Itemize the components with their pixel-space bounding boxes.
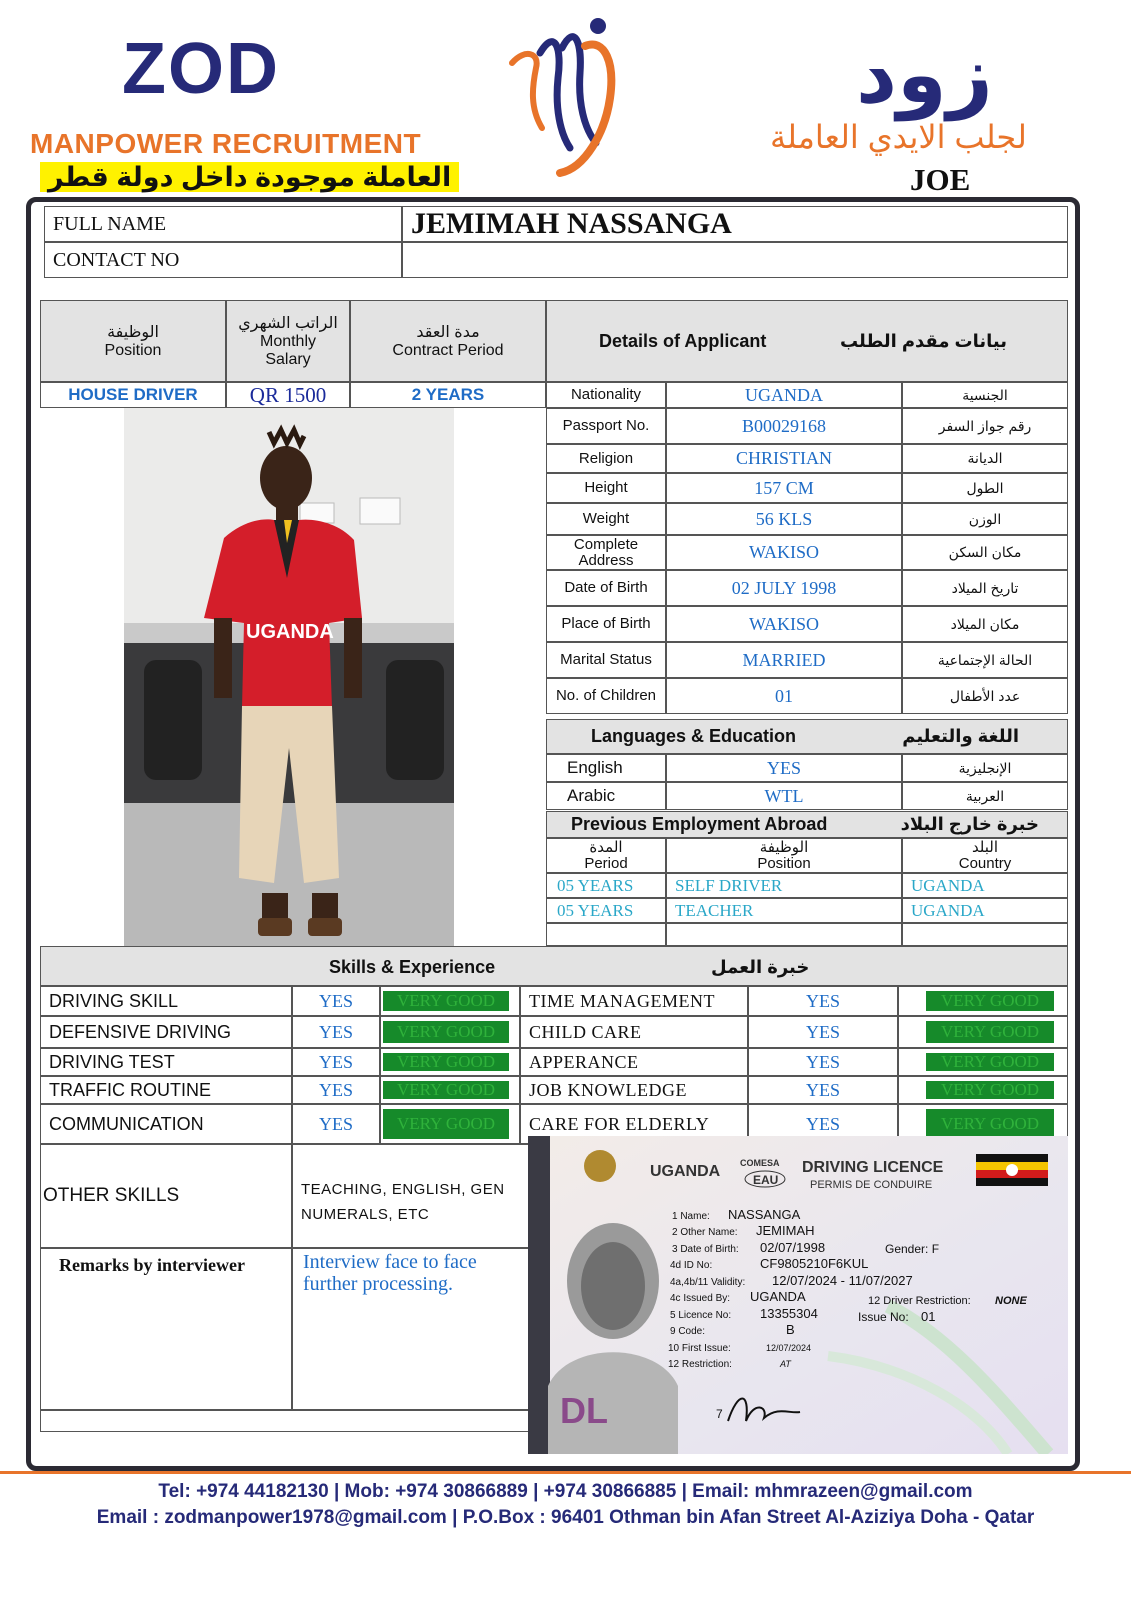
skill-name: TRAFFIC ROUTINE xyxy=(40,1076,292,1104)
detail-label-ar: الطول xyxy=(902,473,1068,503)
detail-label-ar: الديانة xyxy=(902,444,1068,473)
position-header-en: Position xyxy=(104,342,162,359)
languages-title: Languages & Education xyxy=(591,726,797,746)
skill-level-badge: VERY GOOD xyxy=(926,1021,1054,1043)
licence-country: UGANDA xyxy=(650,1163,721,1180)
empty-row xyxy=(40,1410,532,1432)
detail-value: 01 xyxy=(666,678,902,714)
position-col-ar: الوظيفة xyxy=(759,838,809,856)
licence-eau: EAU xyxy=(753,1173,779,1187)
company-logo-icon xyxy=(500,8,640,183)
licence-field-key: 4d ID No: xyxy=(670,1260,713,1271)
skill-name: DRIVING TEST xyxy=(40,1048,292,1076)
detail-label: Date of Birth xyxy=(546,570,666,606)
employment-title: Previous Employment Abroad xyxy=(571,814,828,834)
licence-signature-number: 7 xyxy=(716,1407,723,1421)
detail-value: MARRIED xyxy=(666,642,902,678)
detail-label: No. of Children xyxy=(546,678,666,714)
logo-subtitle: MANPOWER RECRUITMENT xyxy=(30,128,422,159)
licence-field-value: JEMIMAH xyxy=(756,1223,815,1238)
detail-label-ar: رقم جواز السفر xyxy=(902,408,1068,444)
detail-label: Religion xyxy=(546,444,666,473)
licence-field-key: 4c Issued By: xyxy=(670,1293,731,1304)
licence-field-key: 12 Restriction: xyxy=(668,1359,732,1370)
skill-has: YES xyxy=(292,1104,380,1144)
employment-title-ar: خبرة خارج البلاد xyxy=(900,814,1039,834)
detail-label: Weight xyxy=(546,503,666,535)
contract-value: 2 YEARS xyxy=(350,382,546,408)
employment-country: UGANDA xyxy=(902,873,1068,898)
language-label: English xyxy=(546,754,666,782)
licence-field-value: 13355304 xyxy=(760,1306,818,1321)
detail-value: WAKISO xyxy=(666,535,902,570)
employment-country: UGANDA xyxy=(902,898,1068,923)
arabic-banner: العاملة موجودة داخل دولة قطر xyxy=(40,162,459,192)
employment-empty-cell xyxy=(902,923,1068,946)
skill-name: JOB KNOWLEDGE xyxy=(520,1076,748,1104)
licence-driver-restriction-value: NONE xyxy=(995,1295,1027,1307)
detail-label: Nationality xyxy=(546,382,666,408)
skill-name: TIME MANAGEMENT xyxy=(520,986,748,1016)
licence-field-key: 10 First Issue: xyxy=(668,1343,731,1354)
skill-level-badge: VERY GOOD xyxy=(926,991,1054,1011)
driving-licence-image xyxy=(528,1136,1068,1454)
contract-header-ar: مدة العقد xyxy=(416,324,480,341)
skill-name: DRIVING SKILL xyxy=(40,986,292,1016)
languages-title-ar: اللغة والتعليم xyxy=(902,726,1019,746)
licence-field-value: 12/07/2024 - 11/07/2027 xyxy=(772,1273,913,1288)
employment-position: SELF DRIVER xyxy=(666,873,902,898)
licence-field-key: 3 Date of Birth: xyxy=(672,1244,739,1255)
skill-name: DEFENSIVE DRIVING xyxy=(40,1016,292,1048)
position-value: HOUSE DRIVER xyxy=(40,382,226,408)
employment-position: TEACHER xyxy=(666,898,902,923)
skill-name: CARE FOR ELDERLY xyxy=(520,1104,748,1144)
detail-label-ar: مكان الميلاد xyxy=(902,606,1068,642)
other-skills-label: OTHER SKILLS xyxy=(40,1144,292,1248)
licence-field-key: 9 Code: xyxy=(670,1326,706,1337)
licence-comesa: COMESA xyxy=(740,1158,780,1168)
employment-empty-cell xyxy=(546,923,666,946)
licence-field-value: B xyxy=(786,1322,795,1337)
licence-field-key: 2 Other Name: xyxy=(672,1227,738,1238)
coat-of-arms-icon xyxy=(584,1150,616,1182)
skill-name: APPERANCE xyxy=(520,1048,748,1076)
licence-dl-mark: DL xyxy=(560,1390,608,1431)
detail-label-ar: مكان السكن xyxy=(902,535,1068,570)
skill-level-badge: VERY GOOD xyxy=(926,1081,1054,1099)
skill-has: YES xyxy=(292,1076,380,1104)
remarks-label: Remarks by interviewer xyxy=(40,1248,292,1410)
other-skills-value: TEACHING, ENGLISH, GEN NUMERALS, ETC xyxy=(292,1144,532,1248)
licence-field-value: 02/07/1998 xyxy=(760,1240,826,1255)
skill-has: YES xyxy=(292,986,380,1016)
employment-header xyxy=(546,811,1068,838)
skill-has: YES xyxy=(748,1076,898,1104)
skill-level-badge: VERY GOOD xyxy=(926,1109,1054,1139)
position-header-ar: الوظيفة xyxy=(107,324,159,341)
language-label-ar: الإنجليزية xyxy=(902,754,1068,782)
skill-level-badge: VERY GOOD xyxy=(383,991,509,1011)
employment-period: 05 YEARS xyxy=(546,898,666,923)
footer-divider xyxy=(0,1471,1131,1474)
licence-subtitle: PERMIS DE CONDUIRE xyxy=(810,1179,933,1191)
language-label-ar: العربية xyxy=(902,782,1068,810)
detail-label: Place of Birth xyxy=(546,606,666,642)
contract-header xyxy=(350,300,546,382)
skill-name: COMMUNICATION xyxy=(40,1104,292,1144)
applicant-code: JOE xyxy=(910,162,971,197)
skills-title: Skills & Experience xyxy=(329,957,496,977)
licence-field-value: NASSANGA xyxy=(728,1207,801,1222)
licence-driver-restriction-label: 12 Driver Restriction: xyxy=(868,1295,971,1307)
skill-level-badge: VERY GOOD xyxy=(383,1109,509,1139)
skill-level-badge: VERY GOOD xyxy=(383,1021,509,1043)
salary-value: QR 1500 xyxy=(226,382,350,408)
detail-label-ar: تاريخ الميلاد xyxy=(902,570,1068,606)
salary-header-en: Monthly Salary xyxy=(259,333,317,368)
detail-label: Height xyxy=(546,473,666,503)
footer-address-line: Email : zodmanpower1978@gmail.com | P.O.Box : 96401 Othman bin Afan Street Al-Aziziya Doha - Qatar xyxy=(96,1507,1035,1528)
skill-level-badge: VERY GOOD xyxy=(383,1081,509,1099)
country-col-header xyxy=(902,838,1068,873)
licence-issue-no-value: 01 xyxy=(921,1309,936,1324)
licence-field-value: UGANDA xyxy=(750,1289,806,1304)
licence-title: DRIVING LICENCE xyxy=(802,1159,944,1176)
detail-label-ar: عدد الأطفال xyxy=(902,678,1068,714)
salary-header-ar: الراتب الشهري xyxy=(238,315,338,332)
footer-contact-line: Tel: +974 44182130 | Mob: +974 30866889 | +974 30866885 | Email: mhmrazeen@gmail.com xyxy=(158,1481,973,1502)
arabic-tagline: لجلب الايدي العاملة xyxy=(770,119,1027,155)
position-header xyxy=(40,300,226,382)
detail-value: 157 CM xyxy=(666,473,902,503)
skill-has: YES xyxy=(292,1048,380,1076)
skill-name: CHILD CARE xyxy=(520,1016,748,1048)
position-col-header xyxy=(666,838,902,873)
detail-value: 56 KLS xyxy=(666,503,902,535)
detail-label-ar: الحالة الإجتماعية xyxy=(902,642,1068,678)
remarks-value: Interview face to face further processing. xyxy=(292,1248,532,1410)
licence-field-value: CF9805210F6KUL xyxy=(760,1256,869,1271)
skill-has: YES xyxy=(748,1016,898,1048)
licence-field-value: 12/07/2024 xyxy=(766,1343,812,1353)
period-col-ar: المدة xyxy=(589,838,623,856)
contract-header-en: Contract Period xyxy=(392,342,504,359)
jersey-text: UGANDA xyxy=(246,621,334,643)
detail-label: Marital Status xyxy=(546,642,666,678)
skill-has: YES xyxy=(292,1016,380,1048)
language-value: WTL xyxy=(666,782,902,810)
detail-label: Passport No. xyxy=(546,408,666,444)
arabic-logo: زود xyxy=(856,30,993,119)
skill-has: YES xyxy=(748,1104,898,1144)
details-header-en: Details of Applicant xyxy=(599,330,767,351)
details-header-ar: بيانات مقدم الطلب xyxy=(839,330,1007,351)
skill-level-badge: VERY GOOD xyxy=(926,1053,1054,1071)
detail-value: UGANDA xyxy=(666,382,902,408)
employment-period: 05 YEARS xyxy=(546,873,666,898)
salary-header xyxy=(226,300,350,382)
country-col-en: Country xyxy=(958,854,1012,872)
contact-label: CONTACT NO xyxy=(44,242,402,278)
licence-issue-no-label: Issue No: xyxy=(858,1310,909,1324)
contact-value xyxy=(402,242,1068,278)
licence-field-key: 1 Name: xyxy=(672,1211,710,1222)
details-header xyxy=(546,300,1068,382)
period-col-header xyxy=(546,838,666,873)
licence-field-key: 4a,4b/11 Validity: xyxy=(670,1277,746,1288)
applicant-photo xyxy=(124,408,454,946)
detail-label-ar: الجنسية xyxy=(902,382,1068,408)
full-name-value: JEMIMAH NASSANGA xyxy=(402,206,1068,242)
detail-value: CHRISTIAN xyxy=(666,444,902,473)
licence-gender: Gender: F xyxy=(885,1242,940,1256)
language-value: YES xyxy=(666,754,902,782)
uganda-flag-icon xyxy=(976,1154,1048,1186)
language-label: Arabic xyxy=(546,782,666,810)
skills-header xyxy=(40,946,1068,986)
detail-label: Complete Address xyxy=(546,535,666,570)
skill-has: YES xyxy=(748,986,898,1016)
skill-has: YES xyxy=(748,1048,898,1076)
licence-field-value: AT xyxy=(780,1359,791,1369)
languages-header xyxy=(546,719,1068,754)
skill-level-badge: VERY GOOD xyxy=(383,1053,509,1071)
full-name-label: FULL NAME xyxy=(44,206,402,242)
detail-value: B00029168 xyxy=(666,408,902,444)
detail-value: 02 JULY 1998 xyxy=(666,570,902,606)
period-col-en: Period xyxy=(584,854,628,872)
licence-field-key: 5 Licence No: xyxy=(670,1310,732,1321)
position-col-en: Position xyxy=(757,854,811,872)
employment-empty-cell xyxy=(666,923,902,946)
skills-title-ar: خبرة العمل xyxy=(711,957,810,977)
logo-text: ZOD xyxy=(122,29,280,109)
country-col-ar: البلد xyxy=(971,838,999,856)
detail-value: WAKISO xyxy=(666,606,902,642)
detail-label-ar: الوزن xyxy=(902,503,1068,535)
